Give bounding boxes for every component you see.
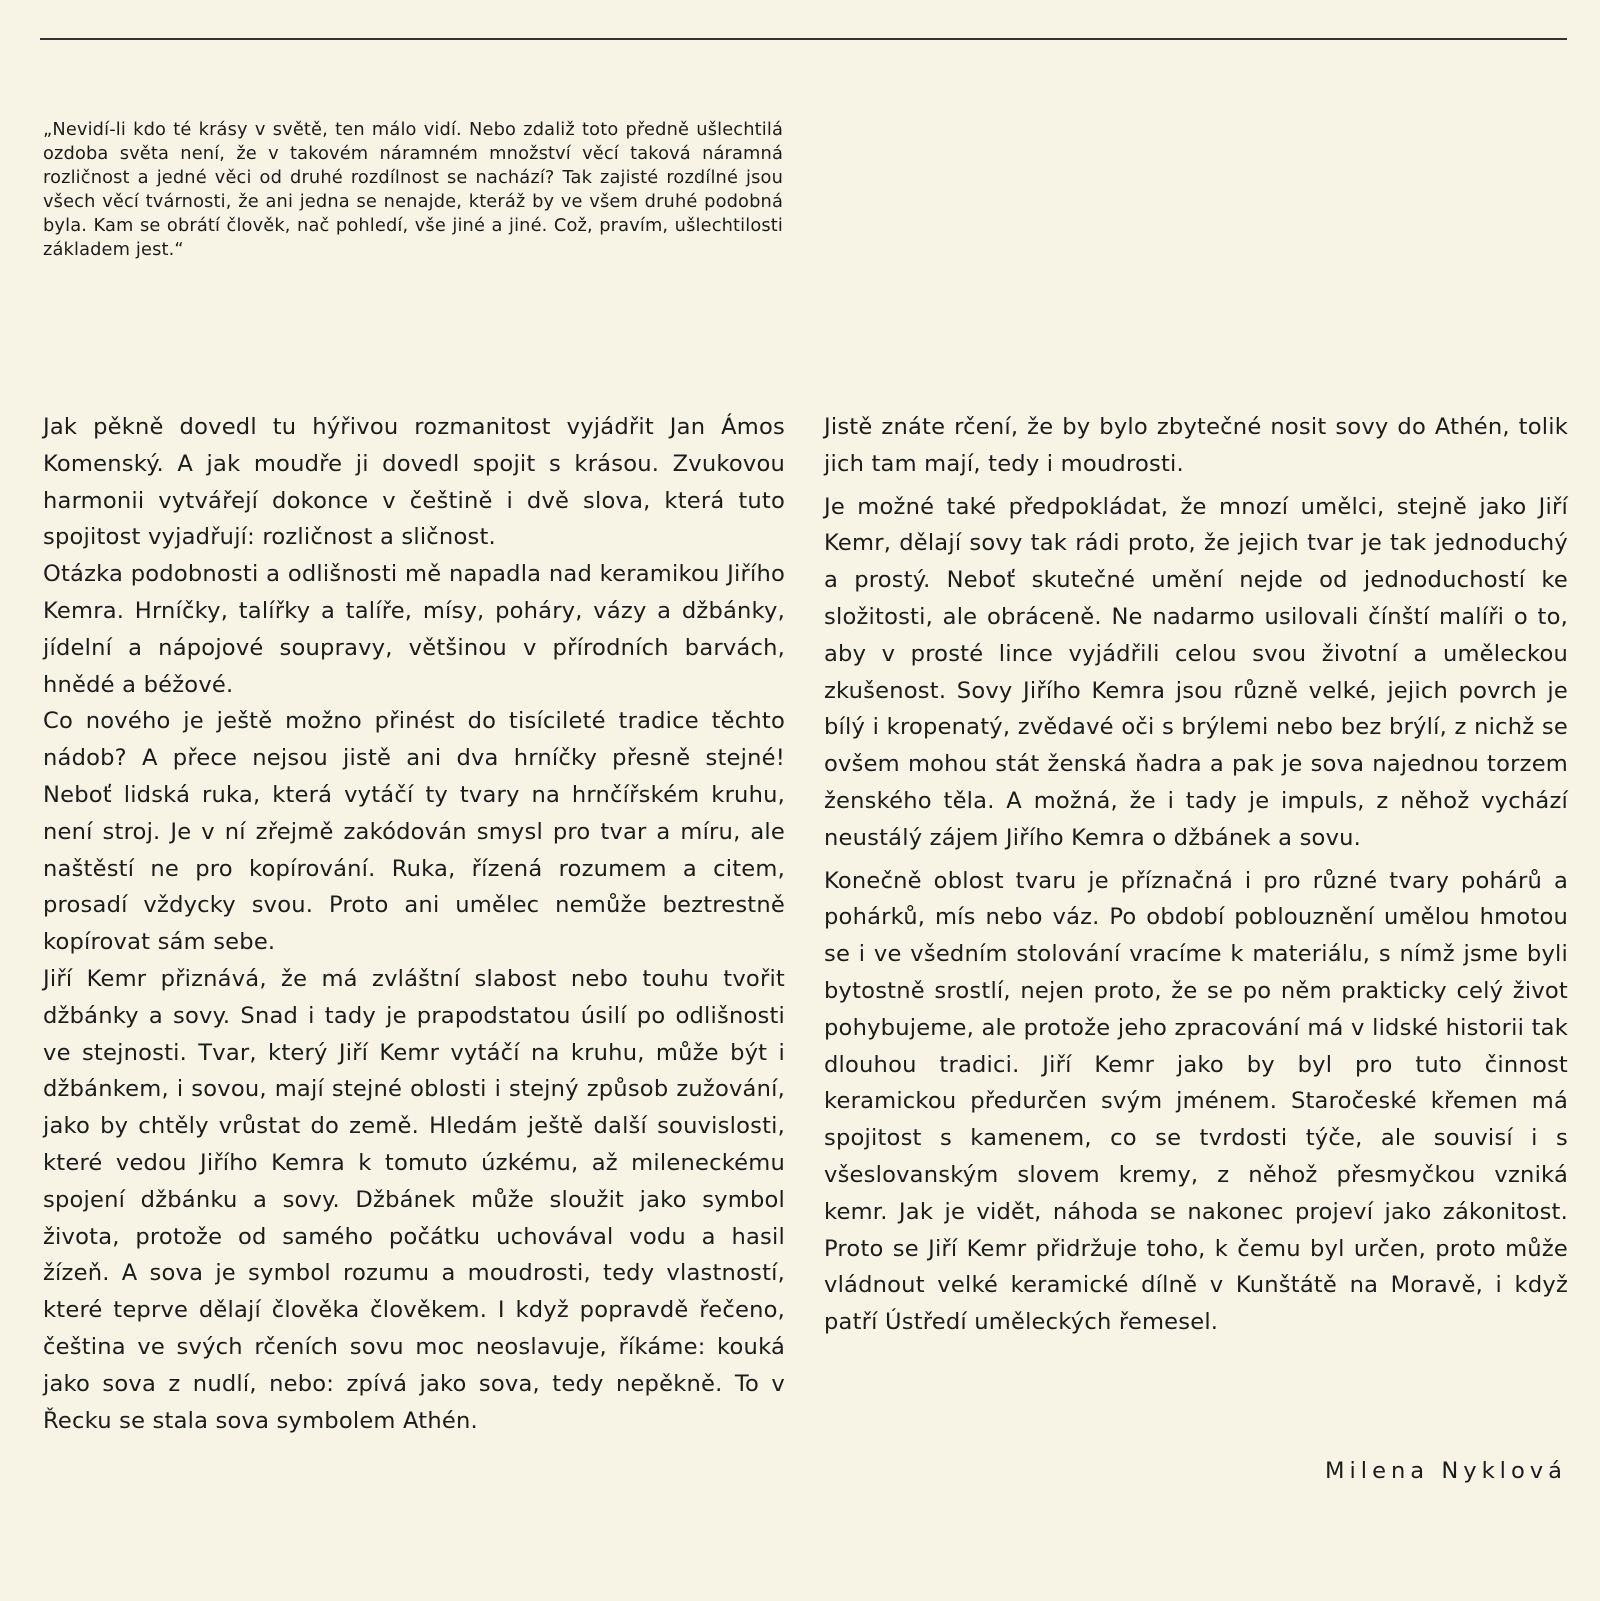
right-column (824, 409, 1568, 1341)
paragraph: Co nového je ještě možno přinést do tisícileté tradice těchto nádob? A přece nejsou jistě ani dva hrníčky přesně stejné! Neboť lidská ruka, která vytáčí ty tvary na hrnčířském kruhu, není stroj. Je v ní zřejmě zakódován smysl pro tvar a míru, ale naštěstí ne pro kopírování. Ruka, řízená rozumem a citem, prosadí vždycky svou. Proto ani umělec nemůže beztrestně kopírovat sám sebe. (43, 708, 785, 956)
paragraph: Jak pěkně dovedl tu hýřivou rozmanitost vyjádřit Jan Ámos Komenský. A jak moudře ji dovedl spojit s krásou. Zvukovou harmonii vytvářejí dokonce v češtině i dvě slova, která tuto spojitost vyjadřují: rozličnost a sličnost. (43, 414, 785, 551)
paragraph: Otázka podobnosti a odlišnosti mě napadla nad keramikou Jiřího Kemra. Hrníčky, talířky a talíře, mísy, poháry, vázy a džbánky, jídelní a nápojové soupravy, většinou v přírodních barvách, hnědé a béžové. (43, 561, 785, 698)
paragraph: Je možné také předpokládat, že mnozí umělci, stejně jako Jiří Kemr, dělají sovy tak rádi proto, že jejich tvar je tak jednoduchý a prostý. Neboť skutečné umění nejde od jednoduchostí ke složitosti, ale obráceně. Ne nadarmo usilovali čínští malíři o to, aby v prosté lince vyjádřili celou svou životní a uměleckou zkušenost. Sovy Jiřího Kemra jsou různě velké, jejich povrch je bílý i kropenatý, zvědavé oči s brýlemi nebo bez brýlí, z nichž se ovšem mohou stát ženská ňadra a pak je sova najednou torzem ženského těla. A možná, že i tady je impuls, z něhož vychází neustálý zájem Jiřího Kemra o džbánek a sovu. (824, 493, 1568, 851)
author-signature: Milena Nyklová (1325, 1458, 1567, 1484)
top-rule (40, 38, 1567, 40)
paragraph: Konečně oblost tvaru je příznačná i pro různé tvary pohárů a pohárků, mís nebo váz. Po období poblouznění umělou hmotou se i ve všedním stolování vracíme k materiálu, s nímž jsme byli bytostně srostlí, nejen proto, že se po něm prakticky celý život pohybujeme, ale protože jeho zpracování má v lidské historii tak dlouhou tradici. Jiří Kemr jako by byl pro tuto činnost keramickou předurčen svým jménem. Staročeské křemen má spojitost s kamenem, co se tvrdosti týče, ale souvisí i s všeslovanským slovem kremy, z něhož přesmyčkou vzniká kemr. Jak je vidět, náhoda se nakonec projeví jako zákonitost. Proto se Jiří Kemr přidržuje toho, k čemu byl určen, proto může vládnout velké keramické dílně v Kunštátě na Moravě, i když patří Ústředí uměleckých řemesel. (824, 867, 1568, 1336)
komensky-quote: „Nevidí-li kdo té krásy v světě, ten málo vidí. Nebo zdaliž toto předně ušlechtilá ozdoba světa není, že v takovém náramném množství věcí taková náramná rozličnost a jedné věci od druhé rozdílnost se nachází? Tak zajisté rozdílné jsou všech věcí tvárnosti, že ani jedna se nenajde, kteráž by ve všem druhé podobná byla. Kam se obrátí člověk, nač pohledí, vše jiné a jiné. Což, pravím, ušlechtilosti základem jest.“ (43, 119, 783, 260)
left-column (43, 409, 785, 1439)
paragraph: Jistě znáte rčení, že by bylo zbytečné nosit sovy do Athén, tolik jich tam mají, tedy i moudrosti. (824, 414, 1568, 477)
paragraph: Jiří Kemr přiznává, že má zvláštní slabost nebo touhu tvořit džbánky a sovy. Snad i tady je prapodstatou úsilí po odlišnosti ve stejnosti. Tvar, který Jiří Kemr vytáčí na kruhu, může být i džbánkem, i sovou, mají stejné oblosti i stejný způsob zužování, jako by chtěly vrůstat do země. Hledám ještě další souvislosti, které vedou Jiřího Kemra k tomuto úzkému, až mileneckému spojení džbánku a sovy. Džbánek může sloužit jako symbol života, protože od samého počátku uchovával vodu a hasil žízeň. A sova je symbol rozumu a moudrosti, tedy vlastností, které teprve dělají člověka člověkem. I když popravdě řečeno, čeština ve svých rčeních sovu moc neoslavuje, říkáme: kouká jako sova z nudlí, nebo: zpívá jako sova, tedy nepěkně. To v Řecku se stala sova symbolem Athén. (43, 965, 785, 1434)
